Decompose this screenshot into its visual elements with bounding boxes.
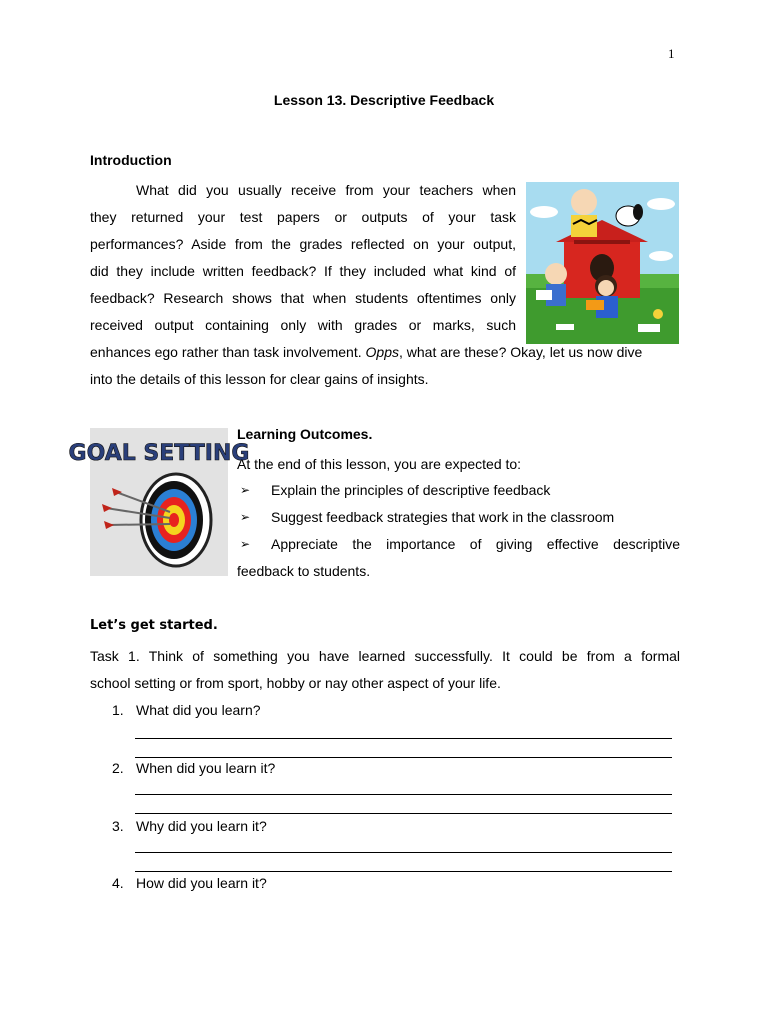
intro-line: into the details of this lesson for clear gains of insights. xyxy=(90,371,429,387)
learning-outcomes-heading: Learning Outcomes. xyxy=(237,426,373,442)
intro-italic-text: Opps xyxy=(365,344,399,360)
answer-line xyxy=(135,738,672,739)
outcome-text: Explain the principles of descriptive feedback xyxy=(271,482,551,498)
peanuts-illustration xyxy=(526,182,679,344)
goal-setting-text: GOAL SETTING xyxy=(68,441,250,466)
introduction-paragraph xyxy=(90,177,516,339)
question-number: 4. xyxy=(112,875,124,891)
page-number: 1 xyxy=(668,46,675,61)
intro-line: received output containing only with grades or marks, such xyxy=(90,317,516,333)
answer-line xyxy=(135,757,672,758)
question-text: How did you learn it? xyxy=(136,875,267,891)
intro-line: they returned your test papers or outputs of your task xyxy=(90,209,516,225)
task-paragraph xyxy=(90,643,680,697)
outcome-text: Appreciate the importance of giving effective descriptive xyxy=(271,536,680,552)
answer-line xyxy=(135,852,672,853)
answer-line xyxy=(135,813,672,814)
goal-setting-image xyxy=(68,428,250,576)
answer-line xyxy=(135,794,672,795)
learning-outcomes-intro: At the end of this lesson, you are expected to: xyxy=(237,456,522,472)
intro-line: feedback? Research shows that when students oftentimes only xyxy=(90,290,516,306)
introduction-paragraph-end xyxy=(90,339,680,393)
bullet-arrow-icon: ➢ xyxy=(240,483,251,497)
question-number: 3. xyxy=(112,818,124,834)
lesson-title: Lesson 13. Descriptive Feedback xyxy=(273,92,495,108)
intro-text: , what are these? Okay, let us now dive xyxy=(398,344,643,360)
bullet-arrow-icon: ➢ xyxy=(240,537,251,551)
intro-line: performances? Aside from the grades reflected on your output, xyxy=(90,236,516,252)
intro-line: did they include written feedback? If they included what kind of xyxy=(90,263,516,279)
answer-line xyxy=(135,871,672,872)
outcome-text-continuation: feedback to students. xyxy=(237,563,371,579)
question-number: 1. xyxy=(112,702,124,718)
task-line: Task 1. Think of something you have learned successfully. It could be from a formal xyxy=(90,648,680,664)
introduction-heading: Introduction xyxy=(90,152,172,168)
question-text: Why did you learn it? xyxy=(136,818,267,834)
peanuts-illustration-graphic xyxy=(526,182,679,344)
question-text: When did you learn it? xyxy=(136,760,276,776)
goal-setting-graphic xyxy=(68,428,250,576)
bullet-arrow-icon: ➢ xyxy=(240,510,251,524)
intro-text: enhances ego rather than task involvement. xyxy=(90,344,366,360)
question-number: 2. xyxy=(112,760,124,776)
outcome-text: Suggest feedback strategies that work in the classroom xyxy=(271,509,615,525)
intro-line: What did you usually receive from your teachers when xyxy=(136,182,516,198)
get-started-heading: Let’s get started. xyxy=(90,618,218,633)
task-line: school setting or from sport, hobby or nay other aspect of your life. xyxy=(90,675,501,691)
question-text: What did you learn? xyxy=(136,702,261,718)
